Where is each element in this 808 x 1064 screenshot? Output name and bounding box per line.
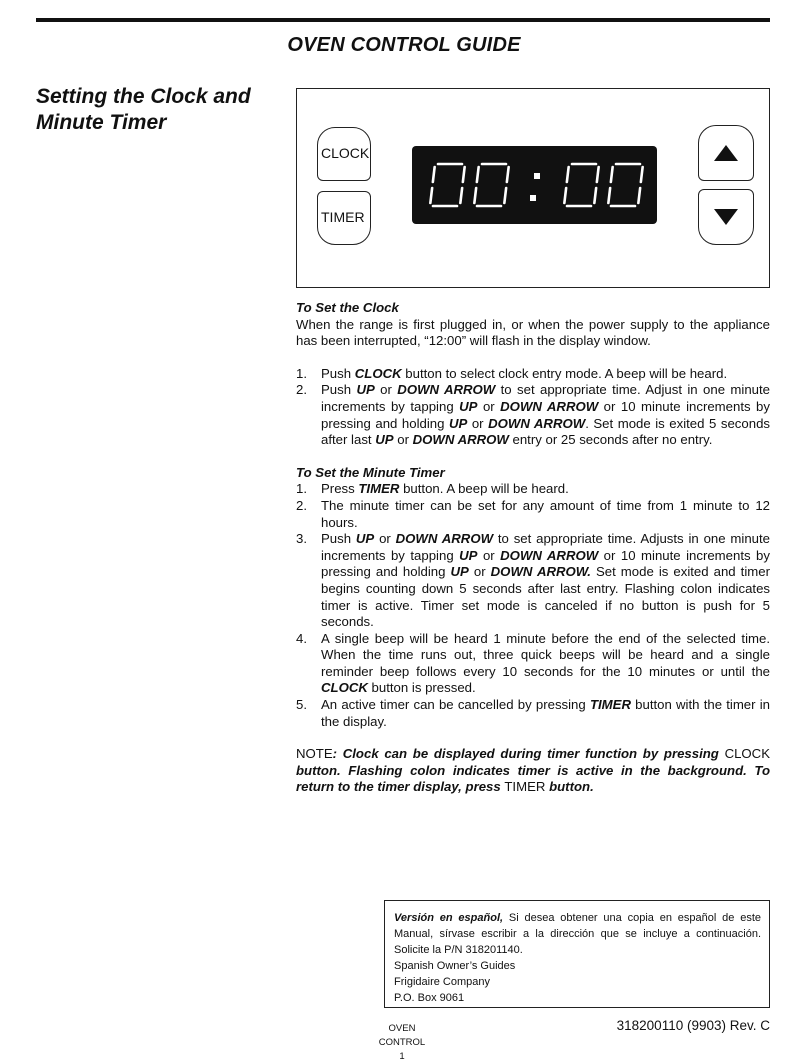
emphasis-text: UP bbox=[450, 564, 469, 580]
display-colon-dot bbox=[530, 195, 536, 201]
display-segment bbox=[460, 188, 462, 203]
text-run: The minute timer can be set for any amount of time from 1 minute to 12 hours. bbox=[321, 497, 770, 530]
part-number: 318200110 (9903) Rev. C bbox=[616, 1018, 770, 1033]
text-run: or bbox=[374, 531, 396, 547]
triangle-down-icon bbox=[713, 208, 739, 226]
text-run: or 10 minute increments by pressing and holding bbox=[321, 398, 770, 431]
text-run: to set appropriate time. Adjusts in one minute increments by tapping bbox=[321, 531, 770, 563]
display-segment bbox=[477, 167, 479, 182]
spanish-intro bbox=[394, 910, 761, 958]
text-run: An active timer can be cancelled by pressing bbox=[321, 697, 590, 713]
set-clock-heading: To Set the Clock bbox=[296, 300, 399, 315]
spanish-text: Si desea obtener una copia en español de este Manual, sírvase escribir a la dirección que se incluye a continuación. Solicite la P/N 318201140. bbox=[394, 912, 762, 956]
display-colon-dot bbox=[534, 173, 540, 179]
display-segment bbox=[638, 188, 640, 203]
emphasis-text: button. Flashing colon indicates timer is active in the background. To return to the timer display, press bbox=[296, 762, 770, 795]
text-run: . Set mode is exited 5 seconds after last bbox=[321, 415, 770, 448]
emphasis-text: UP bbox=[459, 547, 478, 563]
text-run: NOTE bbox=[296, 746, 333, 762]
note-paragraph bbox=[296, 746, 770, 796]
text-run: Push bbox=[321, 382, 357, 398]
step-number: 1. bbox=[296, 481, 307, 497]
text-run: TIMER bbox=[504, 779, 546, 795]
text-run: Push bbox=[321, 531, 356, 547]
text-run: button with the timer in the display. bbox=[321, 697, 770, 729]
text-run: or bbox=[477, 398, 501, 414]
emphasis-text: DOWN ARROW bbox=[395, 531, 494, 547]
page-number: 1 bbox=[399, 1051, 405, 1062]
display-segment bbox=[641, 167, 643, 182]
step-item bbox=[296, 382, 770, 448]
emphasis-text: CLOCK bbox=[321, 680, 368, 696]
text-run: or 10 minute increments by pressing and holding bbox=[321, 547, 770, 580]
section-title-line1: Setting the Clock and bbox=[36, 85, 251, 108]
emphasis-text: TIMER bbox=[589, 697, 631, 713]
emphasis-text: button. bbox=[545, 779, 594, 795]
emphasis-text: UP bbox=[459, 398, 478, 414]
display-segment bbox=[433, 167, 435, 182]
step-number: 4. bbox=[296, 630, 307, 646]
emphasis-text: DOWN ARROW bbox=[412, 432, 509, 448]
emphasis-text: : Clock can be displayed during timer function by pressing bbox=[332, 746, 725, 762]
step-item bbox=[296, 531, 770, 631]
top-rule bbox=[36, 18, 770, 22]
instructions bbox=[296, 300, 770, 796]
clock-button[interactable]: CLOCK bbox=[317, 127, 371, 181]
emphasis-text: UP bbox=[356, 382, 375, 398]
spanish-version-box bbox=[384, 900, 770, 1008]
text-run: entry or 25 seconds after no entry. bbox=[508, 432, 713, 448]
footer-left bbox=[370, 1022, 434, 1064]
display-segment bbox=[594, 188, 596, 203]
text-run: button is pressed. bbox=[367, 680, 476, 696]
emphasis-text: DOWN ARROW bbox=[488, 415, 586, 431]
step-item bbox=[296, 498, 770, 531]
step-number: 3. bbox=[296, 531, 307, 547]
spanish-lead: Versión en español, bbox=[394, 912, 504, 924]
emphasis-text: DOWN ARROW. bbox=[490, 564, 591, 580]
text-run: Push bbox=[321, 365, 355, 381]
set-clock-intro: When the range is first plugged in, or when the power supply to the appliance has been interrupted, “12:00” will flash in the display window. bbox=[296, 316, 770, 349]
emphasis-text: CLOCK bbox=[354, 365, 402, 381]
set-timer-heading: To Set the Minute Timer bbox=[296, 464, 445, 480]
step-item bbox=[296, 631, 770, 697]
set-timer-steps bbox=[296, 481, 770, 730]
text-run: button to select clock entry mode. A beep will be heard. bbox=[401, 365, 728, 381]
text-run: A single beep will be heard 1 minute before the end of the selected time. When the time runs out, three quick beeps will be heard and a single reminder beep follows every 10 seconds for the 10 minutes or until the bbox=[321, 630, 770, 679]
display-digits bbox=[412, 146, 657, 224]
step-item bbox=[296, 366, 770, 383]
text-run: Set mode is exited and timer begins counting down 5 seconds after last entry. Flashing colon indicates timer is active. Timer set mode is canceled if no button is push for 5 seconds. bbox=[321, 564, 770, 630]
step-number: 2. bbox=[296, 382, 307, 398]
display-segment bbox=[564, 188, 566, 203]
display-segment bbox=[507, 167, 509, 182]
emphasis-text: DOWN ARROW bbox=[397, 382, 496, 398]
display-segment bbox=[504, 188, 506, 203]
display-segment bbox=[611, 167, 613, 182]
display-segment bbox=[474, 188, 476, 203]
display-segment bbox=[608, 188, 610, 203]
down-arrow-button[interactable] bbox=[698, 189, 754, 245]
section-title-line2: Minute Timer bbox=[36, 111, 167, 134]
text-run: Press bbox=[321, 481, 359, 497]
spanish-address-line1: Spanish Owner’s Guides bbox=[394, 960, 516, 972]
section-title bbox=[36, 84, 286, 136]
document-title: OVEN CONTROL GUIDE bbox=[287, 34, 521, 56]
display-segment bbox=[430, 188, 432, 203]
text-run: CLOCK bbox=[724, 746, 770, 762]
emphasis-text: TIMER bbox=[358, 481, 400, 497]
spanish-address-line3: P.O. Box 9061 bbox=[394, 992, 465, 1004]
display-segment bbox=[463, 167, 465, 182]
timer-button[interactable]: TIMER bbox=[317, 191, 371, 245]
footer-label: OVEN CONTROL bbox=[378, 1023, 426, 1048]
emphasis-text: UP bbox=[355, 531, 375, 547]
emphasis-text: UP bbox=[375, 432, 394, 448]
triangle-up-icon bbox=[713, 144, 739, 162]
text-run: or bbox=[468, 564, 491, 580]
emphasis-text: UP bbox=[448, 415, 468, 431]
control-panel-illustration bbox=[296, 88, 770, 288]
step-number: 2. bbox=[296, 497, 307, 513]
display-segment bbox=[597, 167, 599, 182]
step-item bbox=[296, 481, 770, 498]
text-run: or bbox=[393, 432, 413, 448]
emphasis-text: DOWN ARROW bbox=[500, 547, 599, 563]
step-number: 1. bbox=[296, 365, 307, 381]
text-run: or bbox=[477, 547, 501, 563]
text-run: or bbox=[467, 415, 489, 431]
digital-display bbox=[412, 146, 657, 224]
text-run: button. A beep will be heard. bbox=[399, 481, 569, 497]
text-run: to set appropriate time. Adjust in one minute increments by tapping bbox=[321, 382, 771, 414]
text-run: or bbox=[374, 382, 398, 398]
step-number: 5. bbox=[296, 697, 307, 713]
emphasis-text: DOWN ARROW bbox=[500, 398, 599, 414]
up-arrow-button[interactable] bbox=[698, 125, 754, 181]
display-segment bbox=[567, 167, 569, 182]
step-item bbox=[296, 697, 770, 730]
spanish-address-line2: Frigidaire Company bbox=[394, 976, 490, 988]
set-clock-steps bbox=[296, 366, 770, 449]
